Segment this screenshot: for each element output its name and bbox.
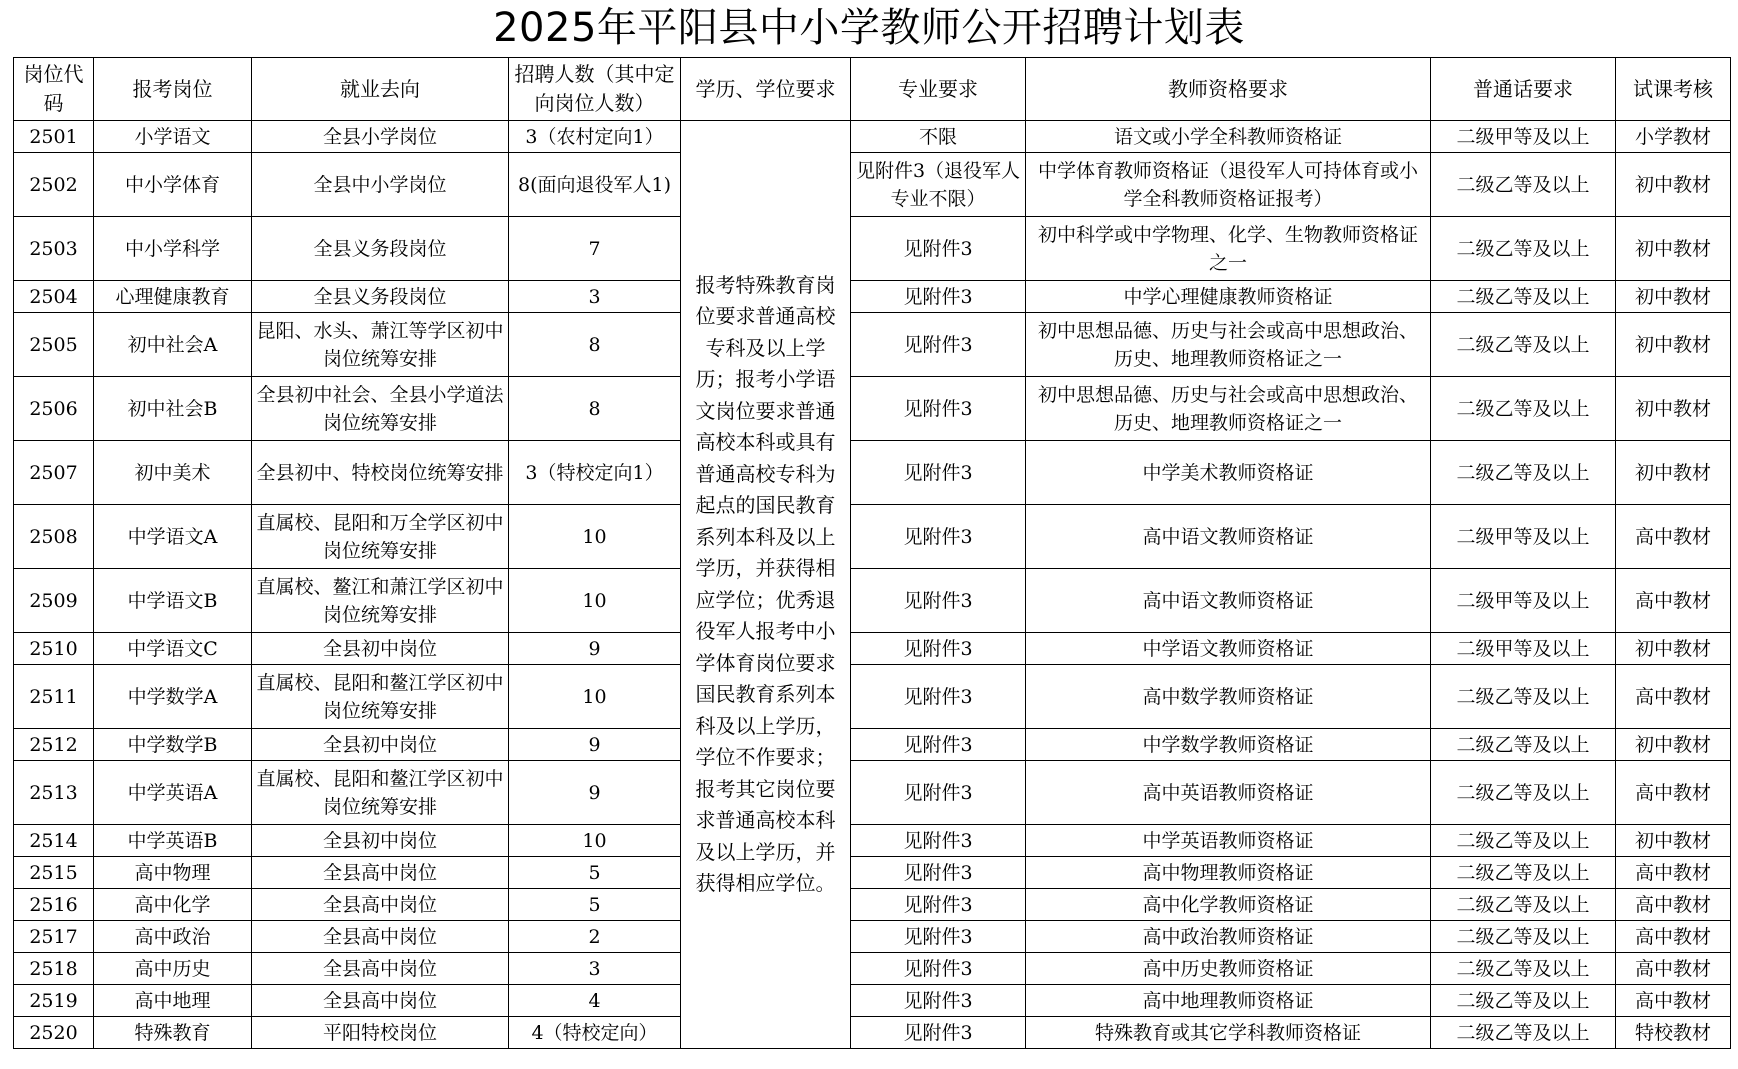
cell-textbook: 初中教材: [1616, 281, 1731, 313]
table-row: [14, 825, 1731, 857]
cell-qualification: 高中语文教师资格证: [1026, 505, 1431, 569]
cell-code: 2513: [14, 761, 94, 825]
cell-count: 10: [509, 569, 681, 633]
cell-mandarin: 二级乙等及以上: [1431, 921, 1616, 953]
cell-code: 2515: [14, 857, 94, 889]
cell-textbook: 高中教材: [1616, 921, 1731, 953]
cell-position: 高中地理: [94, 985, 252, 1017]
header-major: 专业要求: [851, 58, 1026, 121]
cell-textbook: 高中教材: [1616, 985, 1731, 1017]
cell-destination: 全县初中岗位: [252, 825, 509, 857]
cell-major: 见附件3: [851, 313, 1026, 377]
cell-position: 中学英语B: [94, 825, 252, 857]
cell-destination: 全县初中岗位: [252, 633, 509, 665]
cell-destination: 直属校、昆阳和鳌江学区初中岗位统筹安排: [252, 665, 509, 729]
cell-position: 初中社会A: [94, 313, 252, 377]
cell-qualification: 高中历史教师资格证: [1026, 953, 1431, 985]
cell-textbook: 高中教材: [1616, 857, 1731, 889]
cell-code: 2511: [14, 665, 94, 729]
header-code: 岗位代码: [14, 58, 94, 121]
cell-code: 2506: [14, 377, 94, 441]
table-row: [14, 953, 1731, 985]
cell-destination: 全县高中岗位: [252, 889, 509, 921]
table-row: [14, 441, 1731, 505]
cell-major: 见附件3: [851, 569, 1026, 633]
cell-code: 2517: [14, 921, 94, 953]
cell-qualification: 高中地理教师资格证: [1026, 985, 1431, 1017]
table-row: [14, 761, 1731, 825]
cell-major: 见附件3: [851, 985, 1026, 1017]
cell-destination: 直属校、鳌江和萧江学区初中岗位统筹安排: [252, 569, 509, 633]
header-row: [14, 58, 1731, 121]
cell-code: 2516: [14, 889, 94, 921]
cell-qualification: 中学美术教师资格证: [1026, 441, 1431, 505]
cell-textbook: 初中教材: [1616, 313, 1731, 377]
cell-major: 见附件3: [851, 633, 1026, 665]
cell-count: 3（农村定向1）: [509, 121, 681, 153]
cell-mandarin: 二级乙等及以上: [1431, 729, 1616, 761]
cell-count: 8(面向退役军人1): [509, 153, 681, 217]
cell-textbook: 高中教材: [1616, 761, 1731, 825]
cell-major: 见附件3: [851, 953, 1026, 985]
cell-destination: 全县义务段岗位: [252, 217, 509, 281]
cell-destination: 全县高中岗位: [252, 857, 509, 889]
cell-destination: 全县高中岗位: [252, 921, 509, 953]
cell-major: 见附件3: [851, 281, 1026, 313]
cell-qualification: 初中思想品德、历史与社会或高中思想政治、历史、地理教师资格证之一: [1026, 377, 1431, 441]
cell-position: 中学数学A: [94, 665, 252, 729]
cell-destination: 全县初中、特校岗位统筹安排: [252, 441, 509, 505]
cell-position: 中学英语A: [94, 761, 252, 825]
cell-destination: 全县初中社会、全县小学道法岗位统筹安排: [252, 377, 509, 441]
cell-count: 5: [509, 857, 681, 889]
cell-destination: 全县小学岗位: [252, 121, 509, 153]
cell-qualification: 中学数学教师资格证: [1026, 729, 1431, 761]
cell-textbook: 高中教材: [1616, 953, 1731, 985]
cell-mandarin: 二级乙等及以上: [1431, 313, 1616, 377]
cell-position: 心理健康教育: [94, 281, 252, 313]
table-body: [14, 121, 1731, 1049]
cell-code: 2505: [14, 313, 94, 377]
table-row: [14, 217, 1731, 281]
cell-count: 4: [509, 985, 681, 1017]
cell-destination: 全县高中岗位: [252, 953, 509, 985]
header-textbook: 试课考核: [1616, 58, 1731, 121]
page-title: 2025年平阳县中小学教师公开招聘计划表: [493, 5, 1245, 51]
cell-destination: 全县中小学岗位: [252, 153, 509, 217]
cell-code: 2504: [14, 281, 94, 313]
cell-mandarin: 二级甲等及以上: [1431, 633, 1616, 665]
cell-destination: 全县初中岗位: [252, 729, 509, 761]
table-row: [14, 121, 1731, 153]
cell-textbook: 初中教材: [1616, 377, 1731, 441]
table-row: [14, 313, 1731, 377]
table-row: [14, 665, 1731, 729]
cell-count: 9: [509, 761, 681, 825]
cell-major: 见附件3（退役军人专业不限）: [851, 153, 1026, 217]
cell-code: 2519: [14, 985, 94, 1017]
cell-destination: 昆阳、水头、萧江等学区初中岗位统筹安排: [252, 313, 509, 377]
cell-qualification: 初中科学或中学物理、化学、生物教师资格证之一: [1026, 217, 1431, 281]
cell-count: 10: [509, 505, 681, 569]
cell-position: 初中社会B: [94, 377, 252, 441]
cell-code: 2509: [14, 569, 94, 633]
cell-textbook: 特校教材: [1616, 1017, 1731, 1049]
cell-count: 3: [509, 953, 681, 985]
header-education: 学历、学位要求: [681, 58, 851, 121]
cell-major: 见附件3: [851, 377, 1026, 441]
cell-major: 见附件3: [851, 825, 1026, 857]
cell-count: 7: [509, 217, 681, 281]
cell-code: 2501: [14, 121, 94, 153]
cell-count: 8: [509, 377, 681, 441]
cell-qualification: 高中英语教师资格证: [1026, 761, 1431, 825]
header-mandarin: 普通话要求: [1431, 58, 1616, 121]
cell-mandarin: 二级乙等及以上: [1431, 889, 1616, 921]
cell-textbook: 初中教材: [1616, 729, 1731, 761]
table-row: [14, 1017, 1731, 1049]
cell-textbook: 初中教材: [1616, 633, 1731, 665]
cell-qualification: 特殊教育或其它学科教师资格证: [1026, 1017, 1431, 1049]
cell-code: 2520: [14, 1017, 94, 1049]
cell-position: 高中化学: [94, 889, 252, 921]
header-count: 招聘人数（其中定向岗位人数）: [509, 58, 681, 121]
cell-textbook: 初中教材: [1616, 825, 1731, 857]
header-destination: 就业去向: [252, 58, 509, 121]
cell-count: 3（特校定向1）: [509, 441, 681, 505]
cell-destination: 全县义务段岗位: [252, 281, 509, 313]
table-row: [14, 985, 1731, 1017]
cell-qualification: 初中思想品德、历史与社会或高中思想政治、历史、地理教师资格证之一: [1026, 313, 1431, 377]
cell-major: 不限: [851, 121, 1026, 153]
cell-count: 3: [509, 281, 681, 313]
cell-textbook: 小学教材: [1616, 121, 1731, 153]
cell-qualification: 中学语文教师资格证: [1026, 633, 1431, 665]
cell-mandarin: 二级乙等及以上: [1431, 665, 1616, 729]
cell-qualification: 高中数学教师资格证: [1026, 665, 1431, 729]
table-row: [14, 281, 1731, 313]
cell-qualification: 中学心理健康教师资格证: [1026, 281, 1431, 313]
cell-destination: 直属校、昆阳和万全学区初中岗位统筹安排: [252, 505, 509, 569]
cell-mandarin: 二级乙等及以上: [1431, 825, 1616, 857]
cell-position: 特殊教育: [94, 1017, 252, 1049]
table-row: [14, 505, 1731, 569]
cell-mandarin: 二级乙等及以上: [1431, 377, 1616, 441]
cell-education-requirement: 报考特殊教育岗位要求普通高校专科及以上学历；报考小学语文岗位要求普通高校本科或具有普通高校专科为起点的国民教育系列本科及以上学历，并获得相应学位；优秀退役军人报考中小学体育岗位要求国民教育系列本科及以上学历，学位不作要求；报考其它岗位要求普通高校本科及以上学历，并获得相应学位。: [681, 121, 851, 1049]
cell-textbook: 高中教材: [1616, 665, 1731, 729]
cell-mandarin: 二级乙等及以上: [1431, 761, 1616, 825]
cell-mandarin: 二级乙等及以上: [1431, 441, 1616, 505]
cell-mandarin: 二级乙等及以上: [1431, 1017, 1616, 1049]
cell-qualification: 高中物理教师资格证: [1026, 857, 1431, 889]
cell-code: 2514: [14, 825, 94, 857]
header-qualification: 教师资格要求: [1026, 58, 1431, 121]
cell-qualification: 高中化学教师资格证: [1026, 889, 1431, 921]
table-row: [14, 153, 1731, 217]
cell-destination: 全县高中岗位: [252, 985, 509, 1017]
cell-position: 中学语文A: [94, 505, 252, 569]
cell-major: 见附件3: [851, 217, 1026, 281]
cell-mandarin: 二级乙等及以上: [1431, 985, 1616, 1017]
cell-textbook: 高中教材: [1616, 889, 1731, 921]
cell-count: 10: [509, 665, 681, 729]
cell-mandarin: 二级乙等及以上: [1431, 953, 1616, 985]
cell-code: 2507: [14, 441, 94, 505]
cell-mandarin: 二级甲等及以上: [1431, 505, 1616, 569]
cell-code: 2502: [14, 153, 94, 217]
cell-count: 5: [509, 889, 681, 921]
cell-major: 见附件3: [851, 729, 1026, 761]
cell-major: 见附件3: [851, 761, 1026, 825]
cell-count: 10: [509, 825, 681, 857]
cell-position: 小学语文: [94, 121, 252, 153]
cell-position: 中学语文C: [94, 633, 252, 665]
cell-qualification: 高中政治教师资格证: [1026, 921, 1431, 953]
cell-major: 见附件3: [851, 441, 1026, 505]
table-row: [14, 633, 1731, 665]
cell-destination: 直属校、昆阳和鳌江学区初中岗位统筹安排: [252, 761, 509, 825]
cell-position: 初中美术: [94, 441, 252, 505]
cell-qualification: 中学英语教师资格证: [1026, 825, 1431, 857]
cell-code: 2512: [14, 729, 94, 761]
cell-textbook: 高中教材: [1616, 569, 1731, 633]
table-row: [14, 729, 1731, 761]
cell-position: 中小学体育: [94, 153, 252, 217]
cell-textbook: 高中教材: [1616, 505, 1731, 569]
cell-mandarin: 二级甲等及以上: [1431, 569, 1616, 633]
cell-count: 8: [509, 313, 681, 377]
table-row: [14, 857, 1731, 889]
cell-major: 见附件3: [851, 505, 1026, 569]
cell-textbook: 初中教材: [1616, 441, 1731, 505]
cell-mandarin: 二级乙等及以上: [1431, 857, 1616, 889]
cell-mandarin: 二级乙等及以上: [1431, 153, 1616, 217]
cell-code: 2508: [14, 505, 94, 569]
cell-destination: 平阳特校岗位: [252, 1017, 509, 1049]
cell-code: 2510: [14, 633, 94, 665]
cell-count: 2: [509, 921, 681, 953]
cell-textbook: 初中教材: [1616, 153, 1731, 217]
header-position: 报考岗位: [94, 58, 252, 121]
cell-textbook: 初中教材: [1616, 217, 1731, 281]
cell-major: 见附件3: [851, 857, 1026, 889]
cell-mandarin: 二级甲等及以上: [1431, 121, 1616, 153]
cell-qualification: 语文或小学全科教师资格证: [1026, 121, 1431, 153]
cell-major: 见附件3: [851, 889, 1026, 921]
cell-count: 4（特校定向）: [509, 1017, 681, 1049]
cell-major: 见附件3: [851, 1017, 1026, 1049]
cell-code: 2518: [14, 953, 94, 985]
cell-position: 中小学科学: [94, 217, 252, 281]
cell-position: 中学语文B: [94, 569, 252, 633]
cell-code: 2503: [14, 217, 94, 281]
table-row: [14, 921, 1731, 953]
table-row: [14, 569, 1731, 633]
cell-position: 高中政治: [94, 921, 252, 953]
cell-position: 高中历史: [94, 953, 252, 985]
table-row: [14, 889, 1731, 921]
table-row: [14, 377, 1731, 441]
recruitment-plan-table: [13, 57, 1731, 1049]
cell-major: 见附件3: [851, 921, 1026, 953]
cell-major: 见附件3: [851, 665, 1026, 729]
cell-count: 9: [509, 729, 681, 761]
cell-position: 高中物理: [94, 857, 252, 889]
cell-qualification: 中学体育教师资格证（退役军人可持体育或小学全科教师资格证报考）: [1026, 153, 1431, 217]
cell-mandarin: 二级乙等及以上: [1431, 281, 1616, 313]
cell-position: 中学数学B: [94, 729, 252, 761]
cell-qualification: 高中语文教师资格证: [1026, 569, 1431, 633]
cell-mandarin: 二级乙等及以上: [1431, 217, 1616, 281]
cell-count: 9: [509, 633, 681, 665]
